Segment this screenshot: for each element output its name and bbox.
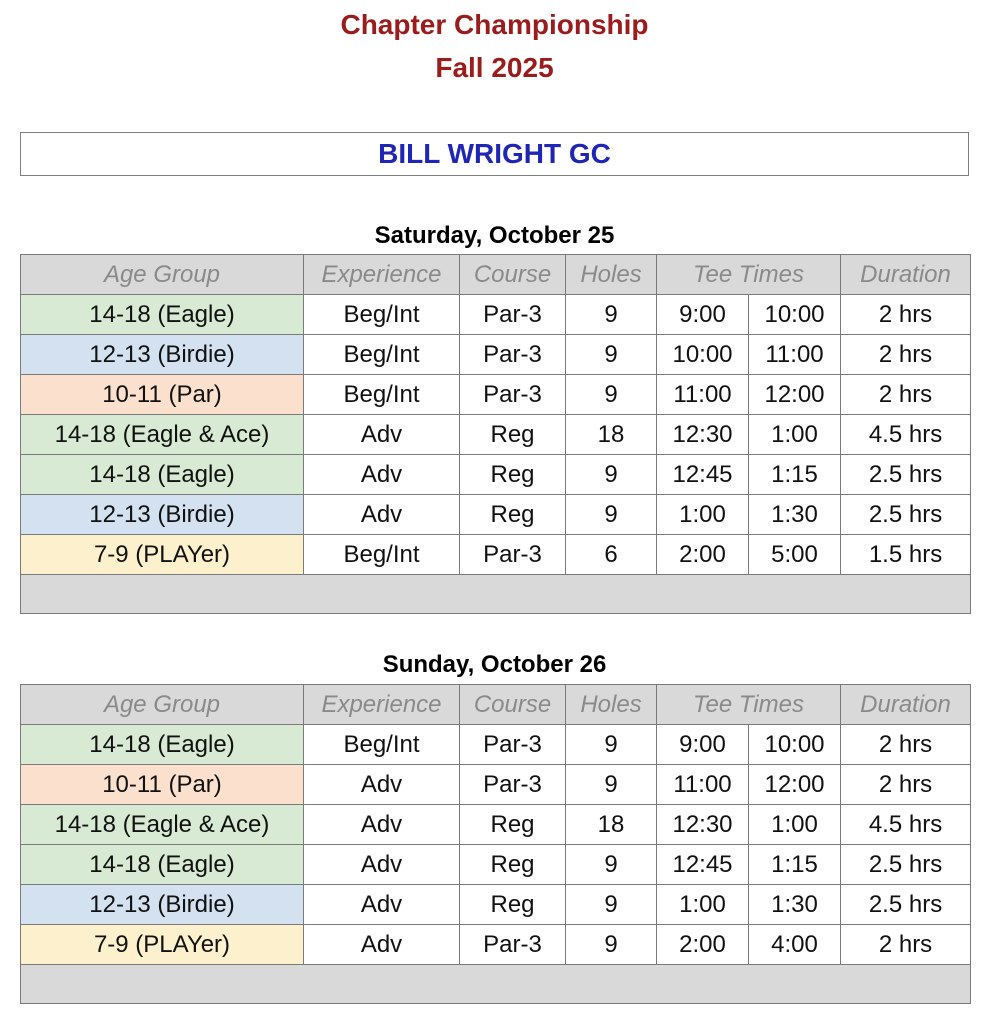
experience-cell: Adv: [304, 845, 460, 885]
holes-cell: 9: [566, 335, 657, 375]
experience-cell: Adv: [304, 455, 460, 495]
age-group-cell: 10-11 (Par): [21, 765, 304, 805]
holes-cell: 9: [566, 925, 657, 965]
tee-end-cell: 1:30: [749, 495, 841, 535]
table-row: [21, 725, 971, 765]
course-cell: Par-3: [460, 295, 566, 335]
duration-cell: 2 hrs: [841, 295, 971, 335]
course-cell: Reg: [460, 885, 566, 925]
saturday-schedule-table: [20, 254, 971, 614]
experience-cell: Adv: [304, 925, 460, 965]
column-header-holes: Holes: [566, 255, 657, 295]
tee-end-cell: 1:00: [749, 805, 841, 845]
holes-cell: 9: [566, 375, 657, 415]
course-cell: Par-3: [460, 335, 566, 375]
column-header-duration: Duration: [841, 685, 971, 725]
tee-end-cell: 5:00: [749, 535, 841, 575]
holes-cell: 18: [566, 415, 657, 455]
age-group-cell: 14-18 (Eagle): [21, 295, 304, 335]
table-row: [21, 805, 971, 845]
course-cell: Reg: [460, 495, 566, 535]
table-row: [21, 335, 971, 375]
page-subtitle: Fall 2025: [435, 52, 554, 83]
duration-cell: 2 hrs: [841, 335, 971, 375]
experience-cell: Beg/Int: [304, 295, 460, 335]
sunday-schedule-table: [20, 684, 971, 1004]
duration-cell: 2.5 hrs: [841, 495, 971, 535]
tee-end-cell: 12:00: [749, 765, 841, 805]
duration-cell: 1.5 hrs: [841, 535, 971, 575]
column-header-tee-times: Tee Times: [657, 255, 841, 295]
course-cell: Par-3: [460, 375, 566, 415]
tee-end-cell: 1:15: [749, 845, 841, 885]
tee-start-cell: 1:00: [657, 885, 749, 925]
table-row: [21, 455, 971, 495]
tee-end-cell: 4:00: [749, 925, 841, 965]
tee-start-cell: 12:30: [657, 415, 749, 455]
course-cell: Reg: [460, 415, 566, 455]
age-group-cell: 14-18 (Eagle & Ace): [21, 415, 304, 455]
tee-end-cell: 12:00: [749, 375, 841, 415]
experience-cell: Beg/Int: [304, 725, 460, 765]
column-header-course: Course: [460, 685, 566, 725]
table-footer-row: [21, 965, 971, 1004]
duration-cell: 2 hrs: [841, 375, 971, 415]
course-cell: Reg: [460, 845, 566, 885]
age-group-cell: 14-18 (Eagle & Ace): [21, 805, 304, 845]
table-header-row: [21, 685, 971, 725]
column-header-experience: Experience: [304, 685, 460, 725]
age-group-cell: 12-13 (Birdie): [21, 495, 304, 535]
column-header-duration: Duration: [841, 255, 971, 295]
tee-start-cell: 12:45: [657, 455, 749, 495]
column-header-experience: Experience: [304, 255, 460, 295]
table-row: [21, 495, 971, 535]
column-header-holes: Holes: [566, 685, 657, 725]
holes-cell: 18: [566, 805, 657, 845]
experience-cell: Adv: [304, 885, 460, 925]
course-cell: Par-3: [460, 535, 566, 575]
sunday-title: Sunday, October 26: [382, 651, 607, 678]
experience-cell: Adv: [304, 495, 460, 535]
tee-start-cell: 2:00: [657, 925, 749, 965]
column-header-tee-times: Tee Times: [657, 685, 841, 725]
tee-start-cell: 10:00: [657, 335, 749, 375]
holes-cell: 9: [566, 845, 657, 885]
experience-cell: Beg/Int: [304, 535, 460, 575]
page-title: Chapter Championship: [340, 9, 649, 40]
course-cell: Reg: [460, 455, 566, 495]
column-header-age-group: Age Group: [21, 255, 304, 295]
duration-cell: 2.5 hrs: [841, 455, 971, 495]
age-group-cell: 10-11 (Par): [21, 375, 304, 415]
tee-end-cell: 10:00: [749, 725, 841, 765]
holes-cell: 9: [566, 765, 657, 805]
holes-cell: 9: [566, 455, 657, 495]
holes-cell: 9: [566, 295, 657, 335]
course-cell: Par-3: [460, 725, 566, 765]
holes-cell: 9: [566, 495, 657, 535]
holes-cell: 9: [566, 725, 657, 765]
duration-cell: 2 hrs: [841, 925, 971, 965]
tee-start-cell: 11:00: [657, 375, 749, 415]
duration-cell: 2.5 hrs: [841, 845, 971, 885]
table-row: [21, 765, 971, 805]
table-footer-row: [21, 575, 971, 614]
tee-start-cell: 11:00: [657, 765, 749, 805]
column-header-course: Course: [460, 255, 566, 295]
age-group-cell: 7-9 (PLAYer): [21, 925, 304, 965]
age-group-cell: 14-18 (Eagle): [21, 845, 304, 885]
holes-cell: 9: [566, 885, 657, 925]
duration-cell: 2 hrs: [841, 725, 971, 765]
experience-cell: Beg/Int: [304, 375, 460, 415]
tee-end-cell: 1:30: [749, 885, 841, 925]
table-row: [21, 295, 971, 335]
course-cell: Par-3: [460, 765, 566, 805]
age-group-cell: 7-9 (PLAYer): [21, 535, 304, 575]
tee-end-cell: 1:00: [749, 415, 841, 455]
table-row: [21, 415, 971, 455]
experience-cell: Adv: [304, 415, 460, 455]
table-footer-cell: [21, 965, 971, 1004]
tee-start-cell: 12:30: [657, 805, 749, 845]
table-header-row: [21, 255, 971, 295]
tee-start-cell: 2:00: [657, 535, 749, 575]
table-row: [21, 375, 971, 415]
experience-cell: Adv: [304, 765, 460, 805]
tee-end-cell: 1:15: [749, 455, 841, 495]
tee-start-cell: 9:00: [657, 295, 749, 335]
column-header-age-group: Age Group: [21, 685, 304, 725]
experience-cell: Beg/Int: [304, 335, 460, 375]
age-group-cell: 12-13 (Birdie): [21, 885, 304, 925]
tee-end-cell: 11:00: [749, 335, 841, 375]
course-cell: Par-3: [460, 925, 566, 965]
course-cell: Reg: [460, 805, 566, 845]
tee-end-cell: 10:00: [749, 295, 841, 335]
table-row: [21, 885, 971, 925]
table-footer-cell: [21, 575, 971, 614]
duration-cell: 4.5 hrs: [841, 805, 971, 845]
age-group-cell: 12-13 (Birdie): [21, 335, 304, 375]
tee-start-cell: 1:00: [657, 495, 749, 535]
duration-cell: 2 hrs: [841, 765, 971, 805]
tee-start-cell: 9:00: [657, 725, 749, 765]
holes-cell: 6: [566, 535, 657, 575]
venue-banner: BILL WRIGHT GC: [20, 132, 969, 176]
age-group-cell: 14-18 (Eagle): [21, 725, 304, 765]
table-row: [21, 535, 971, 575]
duration-cell: 2.5 hrs: [841, 885, 971, 925]
duration-cell: 4.5 hrs: [841, 415, 971, 455]
tee-start-cell: 12:45: [657, 845, 749, 885]
saturday-title: Saturday, October 25: [374, 222, 615, 249]
table-row: [21, 925, 971, 965]
experience-cell: Adv: [304, 805, 460, 845]
table-row: [21, 845, 971, 885]
age-group-cell: 14-18 (Eagle): [21, 455, 304, 495]
